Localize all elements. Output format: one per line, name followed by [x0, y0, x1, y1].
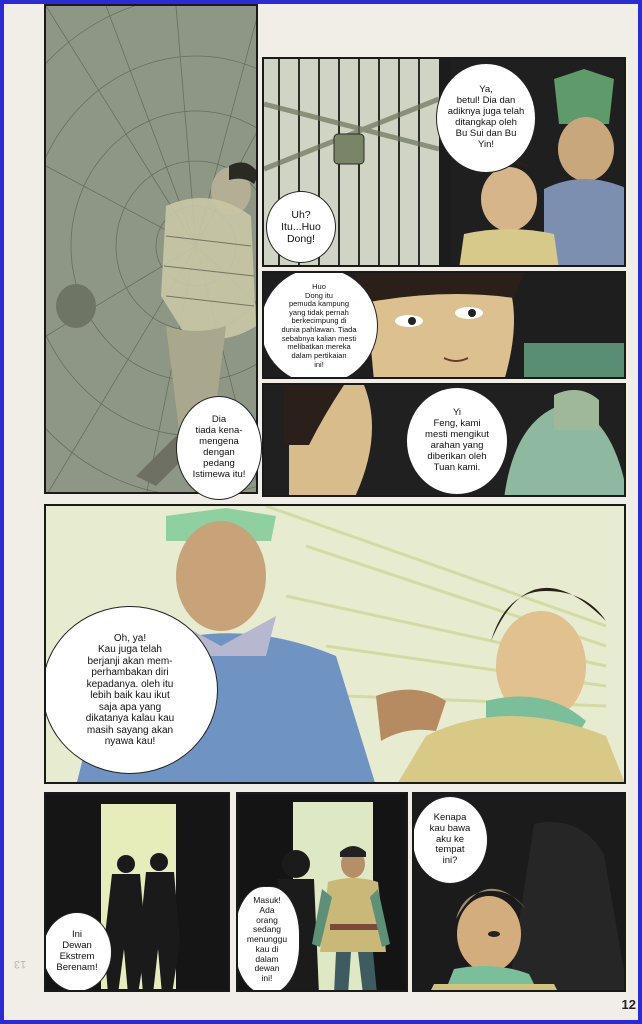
bubble-text: Ya, betul! Dia dan adiknya juga telah ditangkap oleh Bu Sui dan Bu Yin!: [447, 84, 525, 150]
page-number: 12: [621, 997, 636, 1012]
bubble-text: Huo Dong itu pemuda kampung yang tidak pernah berkecimpung di dunia pahlawan. Tiada sebabnya kalian mesti melibatkan mereka dalam pertikaian ini!: [281, 281, 357, 369]
second-captive-figure: [56, 284, 96, 328]
comic-page: [4, 4, 638, 1020]
speech-bubble-kenapa: [412, 796, 488, 884]
panel-kenapa: [412, 792, 626, 992]
speech-bubble-dia-tiada: [176, 396, 262, 500]
bubble-text: Yi Feng, kami mesti mengikut arahan yang diberikan oleh Tuan kami.: [425, 407, 489, 473]
panel-masuk: [236, 792, 408, 992]
speech-bubble-huo-dong-itu: [262, 271, 378, 379]
bubble-text: Oh, ya! Kau juga telah berjanji akan mem- perhambakan diri kepadanya. oleh itu lebih baik kau ikut saja apa yang dikatanya kalau kau masih sayang akan nyawa kau!: [85, 632, 175, 747]
bubble-text: Masuk! Ada orang sedang menunggu kau di dalam dewan ini!: [246, 895, 288, 984]
speech-bubble-uh-huo-dong: [266, 191, 336, 263]
panel-profiles: [262, 383, 626, 497]
panel-face-closeup: [262, 271, 626, 379]
bubble-text: Uh? Itu...Huo Dong!: [281, 208, 321, 246]
speech-bubble-ya-betul: [436, 63, 536, 173]
panel-cage: [262, 57, 626, 267]
bubble-text: Kenapa kau bawa aku ke tempat ini?: [429, 811, 471, 867]
bubble-text: Ini Dewan Ekstrem Berenam!: [56, 929, 98, 973]
panel-threat: [44, 504, 626, 784]
green-hat: [554, 69, 614, 124]
speech-bubble-oh-ya: [44, 606, 218, 774]
speech-bubble-ini-dewan: [44, 912, 112, 992]
bubble-text: Dia tiada kena- mengena dengan pedang Istimewa itu!: [192, 414, 246, 480]
panel-hall-entrance: [44, 792, 230, 992]
bleed-through-page-number: 13: [14, 958, 27, 970]
speech-bubble-masuk: [236, 886, 300, 992]
speech-bubble-yi-feng: [406, 387, 508, 495]
